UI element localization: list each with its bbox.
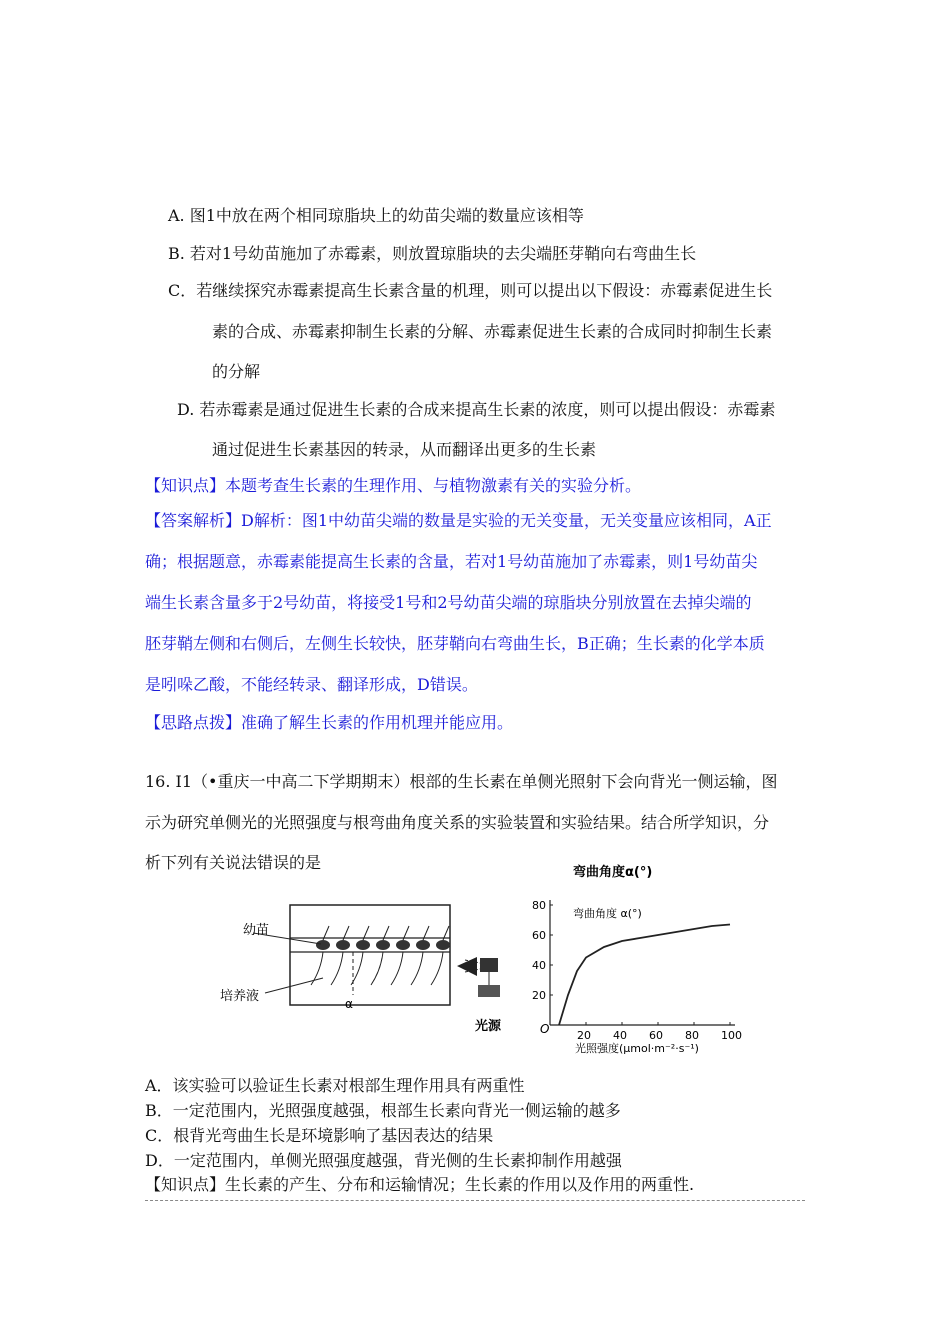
q15-knowledge-point: 【知识点】本题考查生长素的生理作用、与植物激素有关的实验分析。	[145, 476, 642, 495]
q16-stem-line2: 示为研究单侧光的光照强度与根弯曲角度关系的实验装置和实验结果。结合所学知识，分	[145, 813, 770, 832]
seedling-2	[336, 940, 350, 950]
q15-option-b: B. 若对1号幼苗施加了赤霉素，则放置琼脂块的去尖端胚芽鞘向右弯曲生长	[168, 244, 697, 263]
x-tick-label: 40	[613, 1029, 627, 1042]
q15-option-c-line2: 素的合成、赤霉素抑制生长素的分解、赤霉素促进生长素的合成同时抑制生长素	[212, 322, 773, 341]
q15-option-c-line1: C．若继续探究赤霉素提高生长素含量的机理，则可以提出以下假设：赤霉素促进生长	[168, 281, 773, 300]
q15-option-d-line1: D. 若赤霉素是通过促进生长素的合成来提高生长素的浓度，则可以提出假设：赤霉素	[177, 400, 776, 419]
chart-origin-label: O	[540, 1022, 550, 1036]
y-tick-label: 40	[532, 959, 546, 972]
q16-knowledge-point: 【知识点】生长素的产生、分布和运输情况；生长素的作用以及作用的两重性.	[145, 1175, 695, 1194]
bending-angle-chart	[532, 864, 742, 1055]
x-tick-label: 20	[577, 1029, 591, 1042]
seedling-4	[376, 940, 390, 950]
page-divider	[145, 1200, 805, 1201]
lamp-icon	[480, 958, 498, 972]
q15-thinking-tip: 【思路点拨】准确了解生长素的作用机理并能应用。	[145, 713, 514, 732]
q16-option-d: D．一定范围内，单侧光照强度越强，背光侧的生长素抑制作用越强	[145, 1151, 622, 1170]
chart-inner-title: 弯曲角度 α(°)	[573, 907, 642, 920]
series-line-1	[559, 925, 730, 1026]
lamp-base-icon	[478, 985, 500, 997]
q15-answer-line5: 是吲哚乙酸，不能经转录、翻译形成，D错误。	[145, 675, 478, 694]
y-tick-label: 60	[532, 929, 546, 942]
seedling-6	[416, 940, 430, 950]
q15-option-d-line2: 通过促进生长素基因的转录，从而翻译出更多的生长素	[212, 440, 597, 459]
alpha-label: α	[345, 997, 353, 1011]
q15-option-c-line3: 的分解	[212, 362, 261, 381]
light-arrow-head	[457, 957, 477, 976]
chart-title: 弯曲角度α(°)	[573, 865, 653, 880]
seedling-7	[436, 940, 450, 950]
q16-option-b: B．一定范围内，光照强度越强，根部生长素向背光一侧运输的越多	[145, 1101, 621, 1120]
q15-answer-line3: 端生长素含量多于2号幼苗，将接受1号和2号幼苗尖端的琼脂块分别放置在去掉尖端的	[145, 593, 752, 612]
y-tick-label: 20	[532, 989, 546, 1002]
light-source-label: 光源	[475, 1019, 502, 1034]
q15-answer-line2: 确；根据题意，赤霉素能提高生长素的含量，若对1号幼苗施加了赤霉素，则1号幼苗尖	[145, 552, 758, 571]
q16-stem-line1: 16. I1（•重庆一中高二下学期期末）根部的生长素在单侧光照射下会向背光一侧运输，图	[145, 772, 778, 791]
culture-box	[290, 905, 450, 1005]
q15-answer-line4: 胚芽鞘左侧和右侧后，左侧生长较快，胚芽鞘向右弯曲生长，B正确；生长素的化学本质	[145, 634, 765, 653]
q16-option-a: A．该实验可以验证生长素对根部生理作用具有两重性	[145, 1076, 525, 1095]
q16-option-c: C．根背光弯曲生长是环境影响了基因表达的结果	[145, 1126, 494, 1145]
seedling-5	[396, 940, 410, 950]
q15-option-a: A. 图1中放在两个相同琼脂块上的幼苗尖端的数量应该相等	[168, 206, 584, 225]
y-tick-label: 80	[532, 899, 546, 912]
q16-figure	[195, 860, 755, 1060]
q15-answer-line1: 【答案解析】D解析：图1中幼苗尖端的数量是实验的无关变量，无关变量应该相同，A正	[145, 511, 772, 530]
seedling-label: 幼苗	[243, 923, 270, 938]
q16-figure-svg	[195, 860, 755, 1060]
x-tick-label: 60	[649, 1029, 663, 1042]
apparatus-diagram	[220, 905, 502, 1034]
seedling-1	[316, 940, 330, 950]
seedling-3	[356, 940, 370, 950]
culture-medium-label: 培养液	[220, 989, 260, 1004]
x-tick-label: 100	[721, 1029, 742, 1042]
q16-stem-line3: 析下列有关说法错误的是	[145, 853, 322, 872]
x-tick-label: 80	[685, 1029, 699, 1042]
chart-x-axis-label: 光照强度(μmol·m⁻²·s⁻¹)	[575, 1042, 699, 1055]
